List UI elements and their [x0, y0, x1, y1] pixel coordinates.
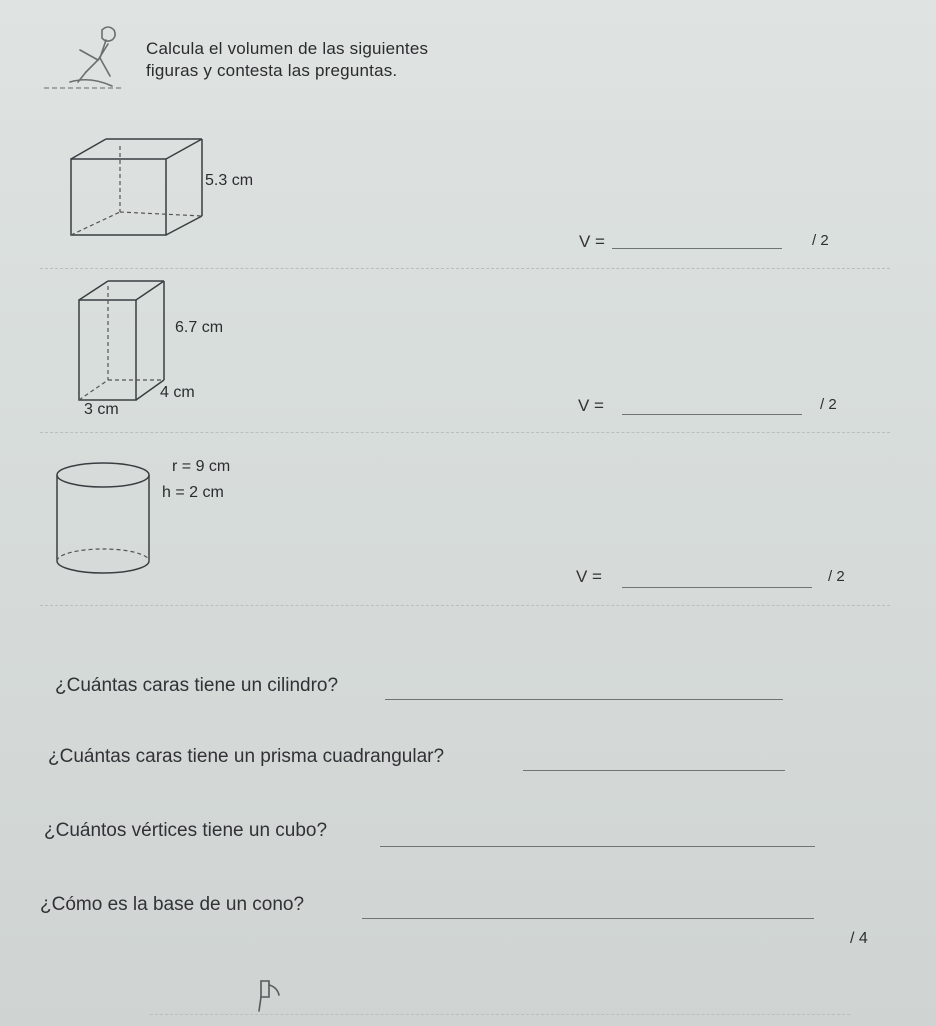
- question-1: ¿Cuántas caras tiene un cilindro?: [55, 675, 339, 696]
- answer-1-score: / 2: [812, 232, 829, 249]
- answer-1-prefix: V =: [579, 232, 605, 251]
- questions-score: / 4: [850, 930, 868, 947]
- question-2: ¿Cuántas caras tiene un prisma cuadrangular?: [48, 746, 445, 767]
- instruction-line-2: figuras y contesta las preguntas.: [146, 61, 398, 80]
- answer-2-blank[interactable]: [622, 414, 802, 415]
- answer-2-prefix: V =: [578, 396, 604, 415]
- bottom-divider: [150, 1014, 850, 1015]
- girl-reading-icon: [40, 22, 150, 92]
- answer-3-prefix: V =: [576, 567, 602, 586]
- prism-height-label: 6.7 cm: [175, 319, 224, 336]
- cylinder-height-label: h = 2 cm: [162, 484, 224, 501]
- prism-depth-label: 4 cm: [160, 384, 195, 401]
- question-4: ¿Cómo es la base de un cono?: [40, 894, 305, 915]
- section-divider: [40, 432, 890, 433]
- cylinder-radius-label: r = 9 cm: [172, 458, 231, 475]
- question-3-blank[interactable]: [380, 846, 815, 847]
- question-2-blank[interactable]: [523, 770, 785, 771]
- answer-3-score: / 2: [828, 568, 845, 585]
- question-1-blank[interactable]: [385, 699, 783, 700]
- section-divider: [40, 605, 890, 606]
- answer-3-blank[interactable]: [622, 587, 812, 588]
- pencil-doodle-icon: [255, 975, 295, 1015]
- answer-1-blank[interactable]: [612, 248, 782, 249]
- section-divider: [40, 268, 890, 269]
- question-3: ¿Cuántos vértices tiene un cubo?: [44, 820, 328, 841]
- question-4-blank[interactable]: [362, 918, 814, 919]
- cylinder-figure: [55, 455, 165, 585]
- cube-side-label: 5.3 cm: [205, 172, 254, 189]
- instruction-line-1: Calcula el volumen de las siguientes: [146, 39, 429, 58]
- answer-2-score: / 2: [820, 396, 837, 413]
- cube-figure: [70, 138, 220, 248]
- prism-width-label: 3 cm: [84, 401, 119, 418]
